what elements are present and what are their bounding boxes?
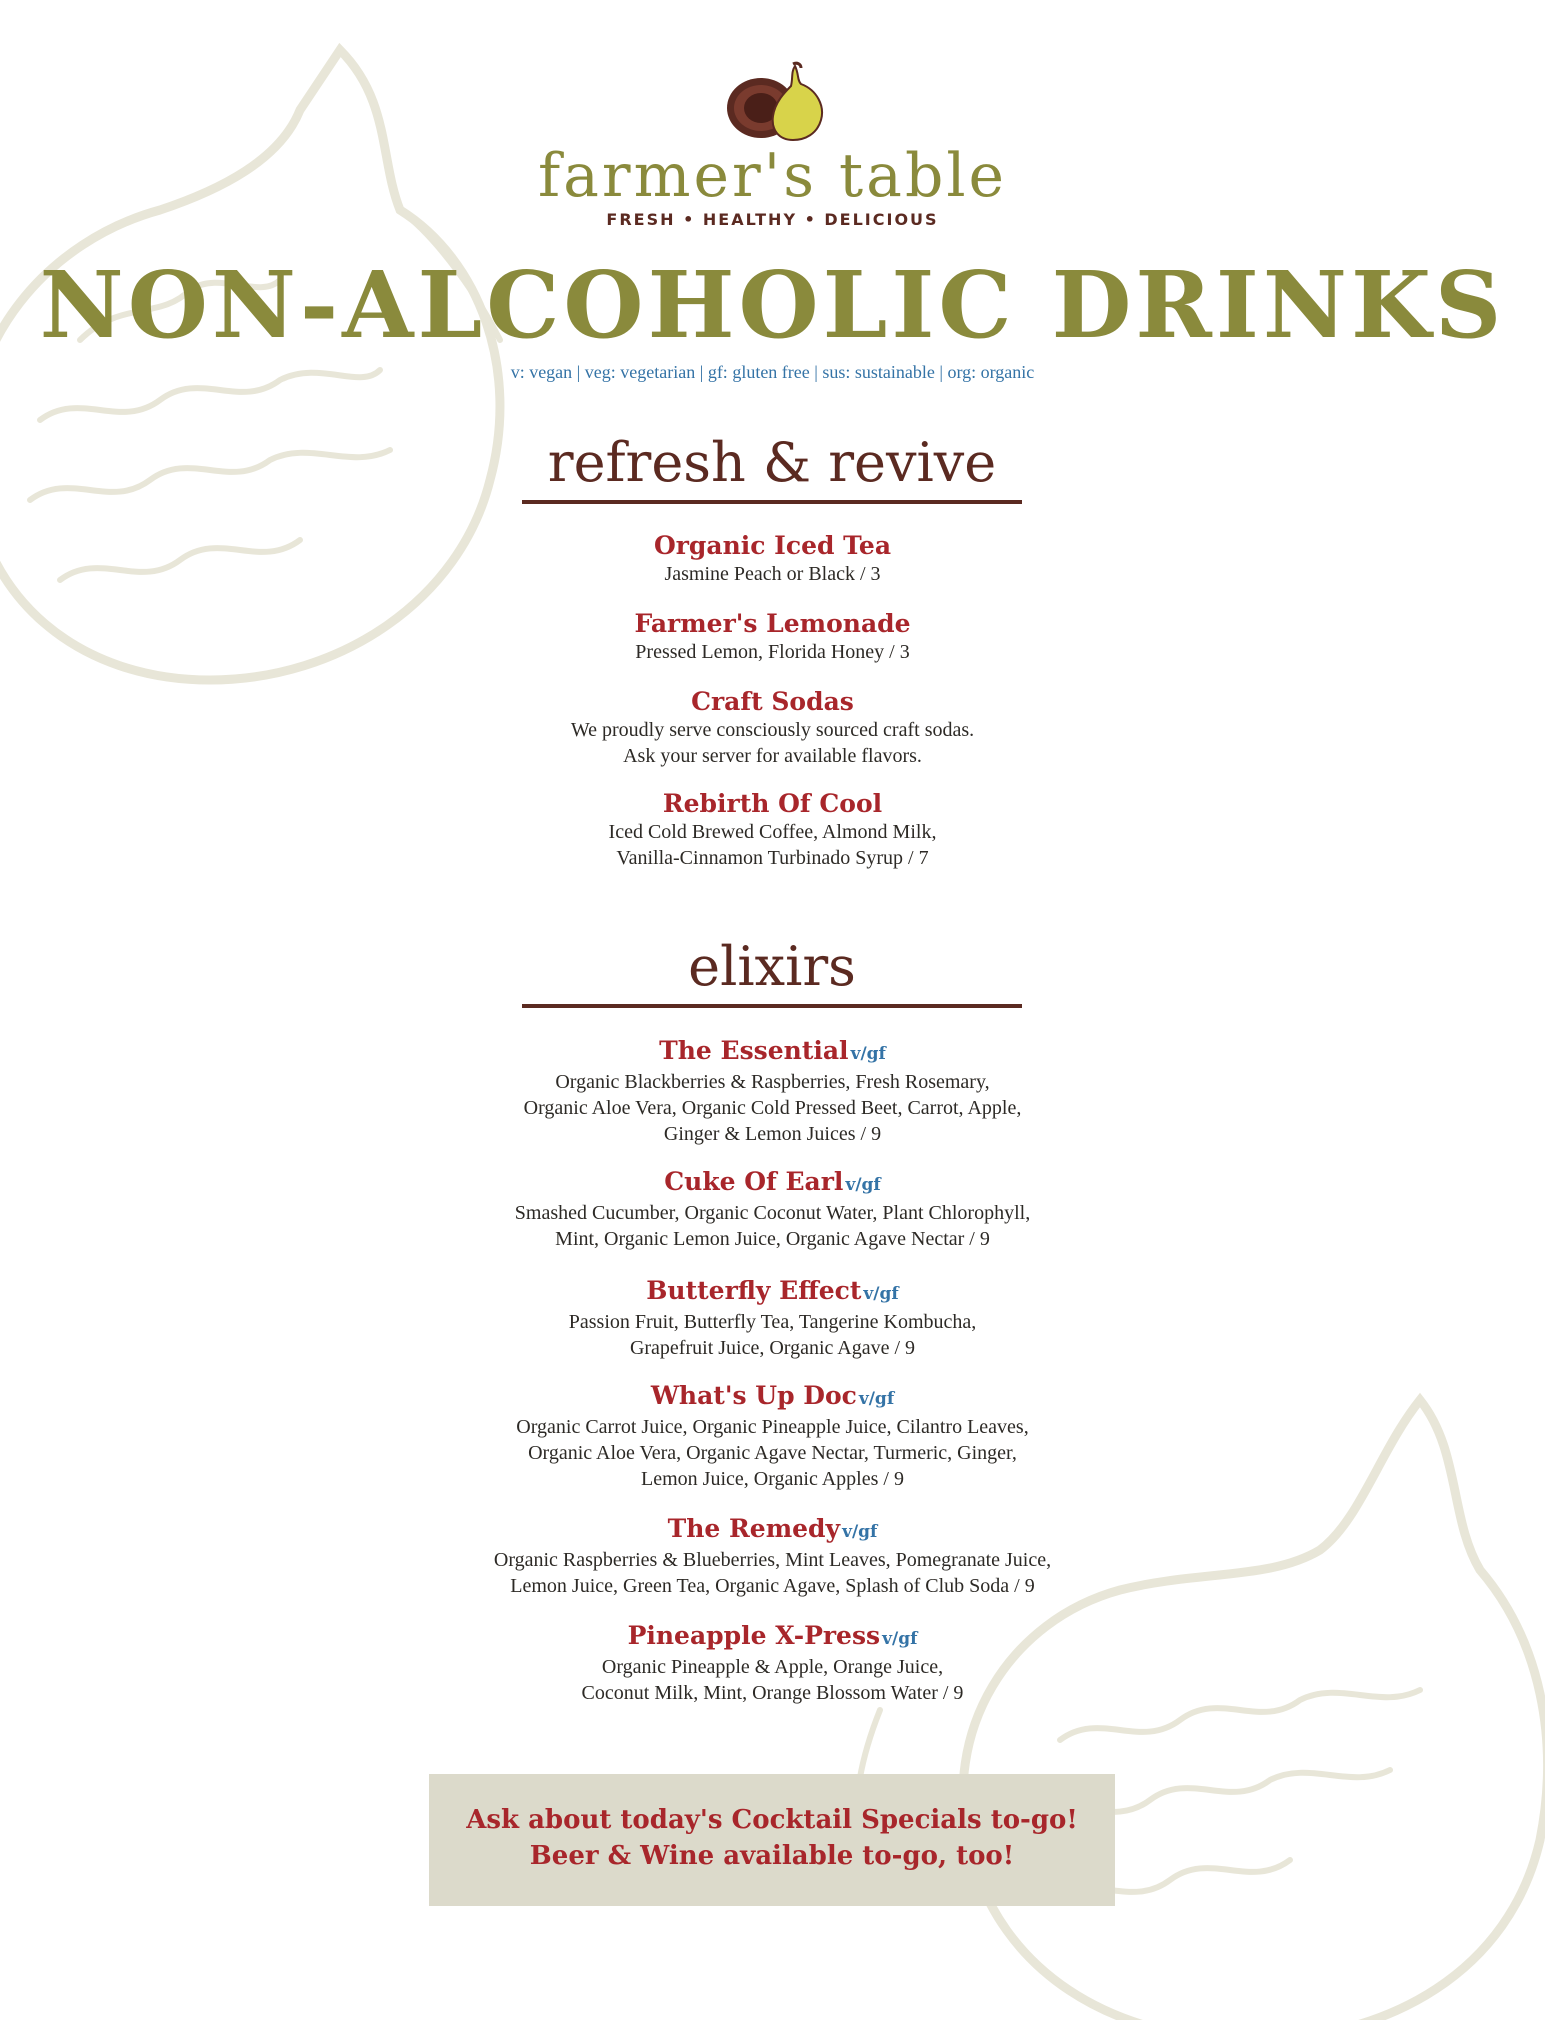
brand-name: farmer's table (537, 141, 1008, 211)
brand-logo (0, 60, 1545, 229)
item-heading (0, 1276, 1545, 1309)
promo-banner (429, 1774, 1115, 1906)
item-description: Grapefruit Juice, Organic Agave / 9 (629, 1337, 916, 1359)
item-name: What's Up Doc (650, 1381, 857, 1410)
dietary-legend: v: vegan | veg: vegetarian | gf: gluten free | sus: sustainable | org: organic (510, 362, 1035, 382)
menu-item (0, 789, 1545, 871)
item-description: Organic Aloe Vera, Organic Agave Nectar, Turmeric, Ginger, (528, 1442, 1017, 1464)
diet-tags: v/gf (863, 1284, 899, 1304)
item-name: Butterfly Effect (646, 1276, 862, 1305)
diet-tags: v/gf (842, 1522, 878, 1542)
menu-item (0, 1276, 1545, 1361)
item-description: Passion Fruit, Butterfly Tea, Tangerine Kombucha, (568, 1311, 977, 1333)
item-description: Ask your server for available flavors. (623, 745, 922, 767)
item-description: Ginger & Lemon Juices / 9 (663, 1123, 882, 1145)
promo-line-cocktails: Ask about today's Cocktail Specials to-go! (466, 1805, 1078, 1835)
section-heading-elixirs: elixirs (522, 936, 1022, 1008)
item-name: Rebirth Of Cool (662, 789, 883, 818)
diet-tags: v/gf (858, 1389, 895, 1409)
fig-logo-icon (713, 60, 833, 144)
section-heading-refresh-revive: refresh & revive (522, 432, 1022, 504)
item-name: The Remedy (667, 1514, 841, 1543)
item-name: The Essential (659, 1036, 849, 1065)
item-description: Mint, Organic Lemon Juice, Organic Agave Nectar / 9 (555, 1228, 990, 1250)
item-name: Craft Sodas (691, 687, 854, 716)
item-description: Organic Raspberries & Blueberries, Mint Leaves, Pomegranate Juice, (493, 1549, 1052, 1571)
promo-line-beer-wine: Beer & Wine available to-go, too! (529, 1841, 1015, 1871)
menu-item (0, 687, 1545, 769)
menu-item (0, 531, 1545, 587)
item-description: Vanilla-Cinnamon Turbinado Syrup / 7 (616, 847, 929, 869)
item-description: Organic Pineapple & Apple, Orange Juice, (601, 1656, 944, 1678)
diet-tags: v/gf (850, 1044, 886, 1064)
item-heading (0, 1167, 1545, 1200)
item-name: Organic Iced Tea (653, 531, 892, 560)
item-heading (0, 1381, 1545, 1414)
item-heading (0, 1514, 1545, 1547)
section-elixirs-items (0, 1036, 1545, 1706)
menu-item (0, 1381, 1545, 1492)
item-description: Coconut Milk, Mint, Orange Blossom Water / 9 (581, 1682, 964, 1704)
item-description: Organic Blackberries & Raspberries, Fresh Rosemary, (555, 1071, 990, 1093)
item-description: Organic Aloe Vera, Organic Cold Pressed Beet, Carrot, Apple, (523, 1097, 1022, 1119)
menu-item (0, 1036, 1545, 1147)
menu-item (0, 1621, 1545, 1706)
item-description: Pressed Lemon, Florida Honey / 3 (635, 641, 910, 663)
section-refresh-revive-items (0, 531, 1545, 871)
item-heading (0, 1036, 1545, 1069)
item-description: Smashed Cucumber, Organic Coconut Water, Plant Chlorophyll, (514, 1202, 1031, 1224)
item-description: Lemon Juice, Green Tea, Organic Agave, Splash of Club Soda / 9 (510, 1575, 1035, 1597)
diet-tags: v/gf (845, 1175, 881, 1195)
page-title: NON-ALCOHOLIC DRINKS (39, 251, 1506, 359)
menu-item (0, 1167, 1545, 1252)
item-name: Cuke Of Earl (664, 1167, 844, 1196)
item-name: Farmer's Lemonade (634, 609, 911, 638)
diet-tags: v/gf (882, 1629, 918, 1649)
item-name: Pineapple X-Press (627, 1621, 881, 1650)
menu-item (0, 1514, 1545, 1599)
brand-tagline: FRESH • HEALTHY • DELICIOUS (606, 210, 939, 229)
menu-item (0, 609, 1545, 665)
item-description: Organic Carrot Juice, Organic Pineapple Juice, Cilantro Leaves, (516, 1416, 1029, 1438)
item-description: Lemon Juice, Organic Apples / 9 (641, 1468, 904, 1490)
item-description: Jasmine Peach or Black / 3 (664, 563, 881, 585)
item-description: Iced Cold Brewed Coffee, Almond Milk, (608, 821, 937, 843)
item-description: We proudly serve consciously sourced craft sodas. (570, 719, 975, 741)
item-heading (0, 1621, 1545, 1654)
